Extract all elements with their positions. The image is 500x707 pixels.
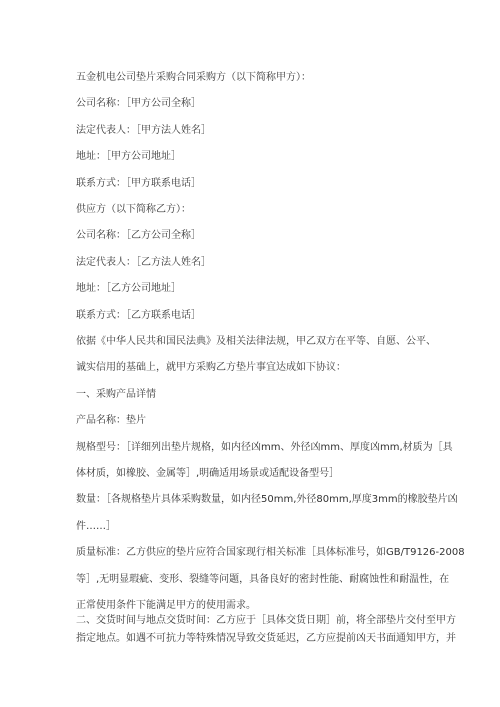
spec-line-2: 体材质，如橡胶、金属等］,明确适用场景或适配设备型号］ [76,468,340,479]
quality-line-1: 质量标准：乙方供应的垫片应符合国家现行相关标准［具体标准号，如GB/T9126-2008 [76,547,465,558]
supplier-company-name: 公司名称：［乙方公司全称］ [76,230,201,241]
supplier-legal-rep: 法定代表人：［乙方法人姓名］ [76,257,211,268]
quality-line-3: 正常使用条件下能满足甲方的使用需求。 [76,600,256,611]
spec-line-1: 规格型号：［详细列出垫片规格，如内径凶mm、外径凶mm、厚度凶mm,材质为［具 [76,442,453,453]
preamble-line-2: 诚实信用的基础上，就甲方采购乙方垫片事宜达成如下协议： [76,362,346,373]
doc-title-line: 五金机电公司垫片采购合同采购方（以下简称甲方）： [76,72,311,83]
buyer-address: 地址：［甲方公司地址］ [76,151,181,162]
quantity-line-1: 数量：［各规格垫片具体采购数量，如内径50mm,外径80mm,厚度3mm的橡胶垫片凶 [76,494,458,505]
product-name: 产品名称：垫片 [76,415,146,426]
quantity-line-2: 件……］ [76,521,116,532]
preamble-line-1: 依据《中华人民共和国民法典》及相关法律法规，甲乙双方在平等、自愿、公平、 [76,336,436,347]
buyer-legal-rep: 法定代表人：［甲方法人姓名］ [76,125,211,136]
supplier-heading: 供应方（以下简称乙方）： [76,204,191,215]
supplier-contact: 联系方式：［乙方联系电话］ [76,310,201,321]
section-2-line-1: 二、交货时间与地点交货时间：乙方应于［具体交货日期］前，将全部垫片交付至甲方 [76,615,456,626]
buyer-contact: 联系方式：［甲方联系电话］ [76,178,201,189]
section-1-heading: 一、采购产品详情 [76,389,156,400]
supplier-address: 地址：［乙方公司地址］ [76,283,181,294]
buyer-company-name: 公司名称：［甲方公司全称］ [76,98,201,109]
section-2-line-2: 指定地点。如遇不可抗力等特殊情况导致交货延迟，乙方应提前凶天书面通知甲方，并 [76,633,456,644]
quality-line-2: 等］,无明显瑕疵、变形、裂缝等问题，具备良好的密封性能、耐腐蚀性和耐温性，在 [76,574,450,585]
